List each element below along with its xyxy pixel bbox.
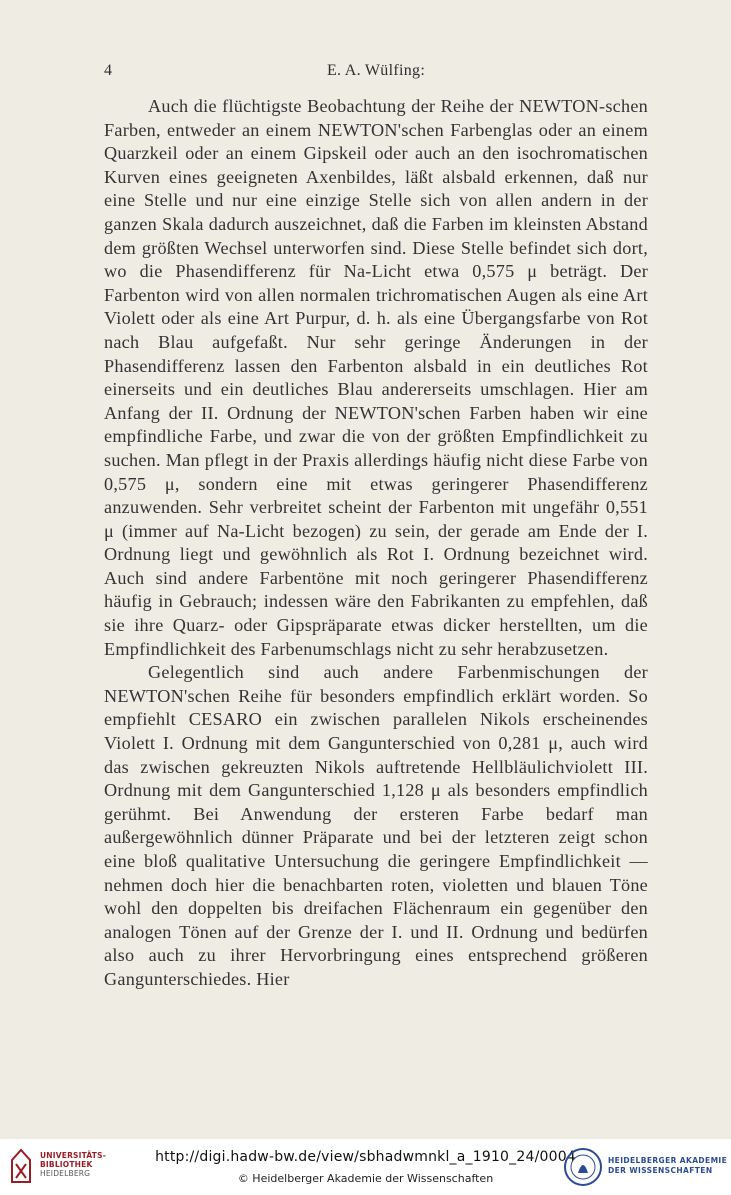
paragraph-2: Gelegentlich sind auch andere Farbenmischungen der NEWTON'schen Reihe für besonders empfindlich erklärt worden. So empfiehlt CESARO ein zwischen parallelen Nikols erscheinendes Violett I. Ordnung mit dem Gangunterschied von 0,281 μ, auch wird das zwischen gekreuzten Nikols auftretende Hellbläulichviolett III. Ordnung mit dem Gangunterschied 1,128 μ als besonders empfindlich gerühmt. Bei Anwendung der ersteren Farbe bedarf man außergewöhnlich dünner Präparate und bei der letzteren zeigt schon eine bloß qualitative Untersuchung die geringere Empfindlichkeit — nehmen doch hier die benachbarten roten, violetten und blauen Töne wohl den doppelten bis dreifachen Flächenraum ein gegenüber den analogen Tönen auf der Grenze der I. und II. Ordnung und bedürfen also auch zu ihrer Hervorbringung eines entsprechend größeren Gangunterschiedes. Hier bbox=[104, 662, 648, 989]
page-header bbox=[104, 62, 648, 88]
permalink-url[interactable]: http://digi.hadw-bw.de/view/sbhadwmnkl_a_1910_24/0004 bbox=[155, 1149, 576, 1165]
academy-name[interactable]: HEIDELBERGER AKADEMIE DER WISSENSCHAFTEN bbox=[608, 1156, 728, 1175]
library-name[interactable]: UNIVERSITÄTS- BIBLIOTHEK HEIDELBERG bbox=[40, 1151, 107, 1178]
viewer-footer bbox=[0, 1139, 731, 1195]
running-title: E. A. Wülfing: bbox=[326, 62, 426, 79]
body-text bbox=[104, 95, 648, 992]
paragraph-1: Auch die flüchtigste Beobachtung der Reihe der NEWTON-schen Farben, entweder an einem NEWTON'schen Farbenglas oder an einem Quarzkeil oder an einem Gipskeil oder auch an den isochromatischen Kurven eines geeigneten Axenbildes, läßt alsbald erkennen, daß nur eine Stelle und nur eine einzige Stelle sich von allen andern in der ganzen Skala dadurch auszeichnet, daß die Farben im kleinsten Abstand dem größten Wechsel unterworfen sind. Diese Stelle befindet sich dort, wo die Phasendifferenz für Na-Licht etwa 0,575 μ beträgt. Der Farbenton wird von allen normalen trichromatischen Augen als eine Art Violett oder als eine Art Purpur, d. h. als eine Übergangsfarbe von Rot nach Blau aufgefaßt. Nur sehr geringe Änderungen in der Phasendifferenz lassen den Farbenton alsbald in ein deutliches Rot einerseits und ein deutliches Blau andererseits umschlagen. Hier am Anfang der II. Ordnung der NEWTON'schen Farben haben wir eine empfindliche Farbe, und zwar die von der größten Empfindlichkeit zu suchen. Man pflegt in der Praxis allerdings häufig nicht diese Farbe von 0,575 μ, sondern eine mit etwas geringerer Phasendifferenz anzuwenden. Sehr verbreitet scheint der Farbenton mit ungefähr 0,551 μ (immer auf Na-Licht bezogen) zu sein, der gerade am Ende der I. Ordnung liegt und gewöhnlich als Rot I. Ordnung bezeichnet wird. Auch sind andere Farbentöne mit noch geringerer Phasendifferenz häufig in Gebrauch; indessen wäre den Fabrikanten zu empfehlen, daß sie ihre Quarz- oder Gipspräparate etwas dicker herstellten, um die Empfindlichkeit des Farbenumschlags nicht zu sehr herabzusetzen. bbox=[104, 96, 648, 659]
page-number: 4 bbox=[104, 62, 112, 79]
academy-seal-icon bbox=[563, 1147, 603, 1187]
copyright-notice: © Heidelberger Akademie der Wissenschaften bbox=[237, 1172, 494, 1185]
